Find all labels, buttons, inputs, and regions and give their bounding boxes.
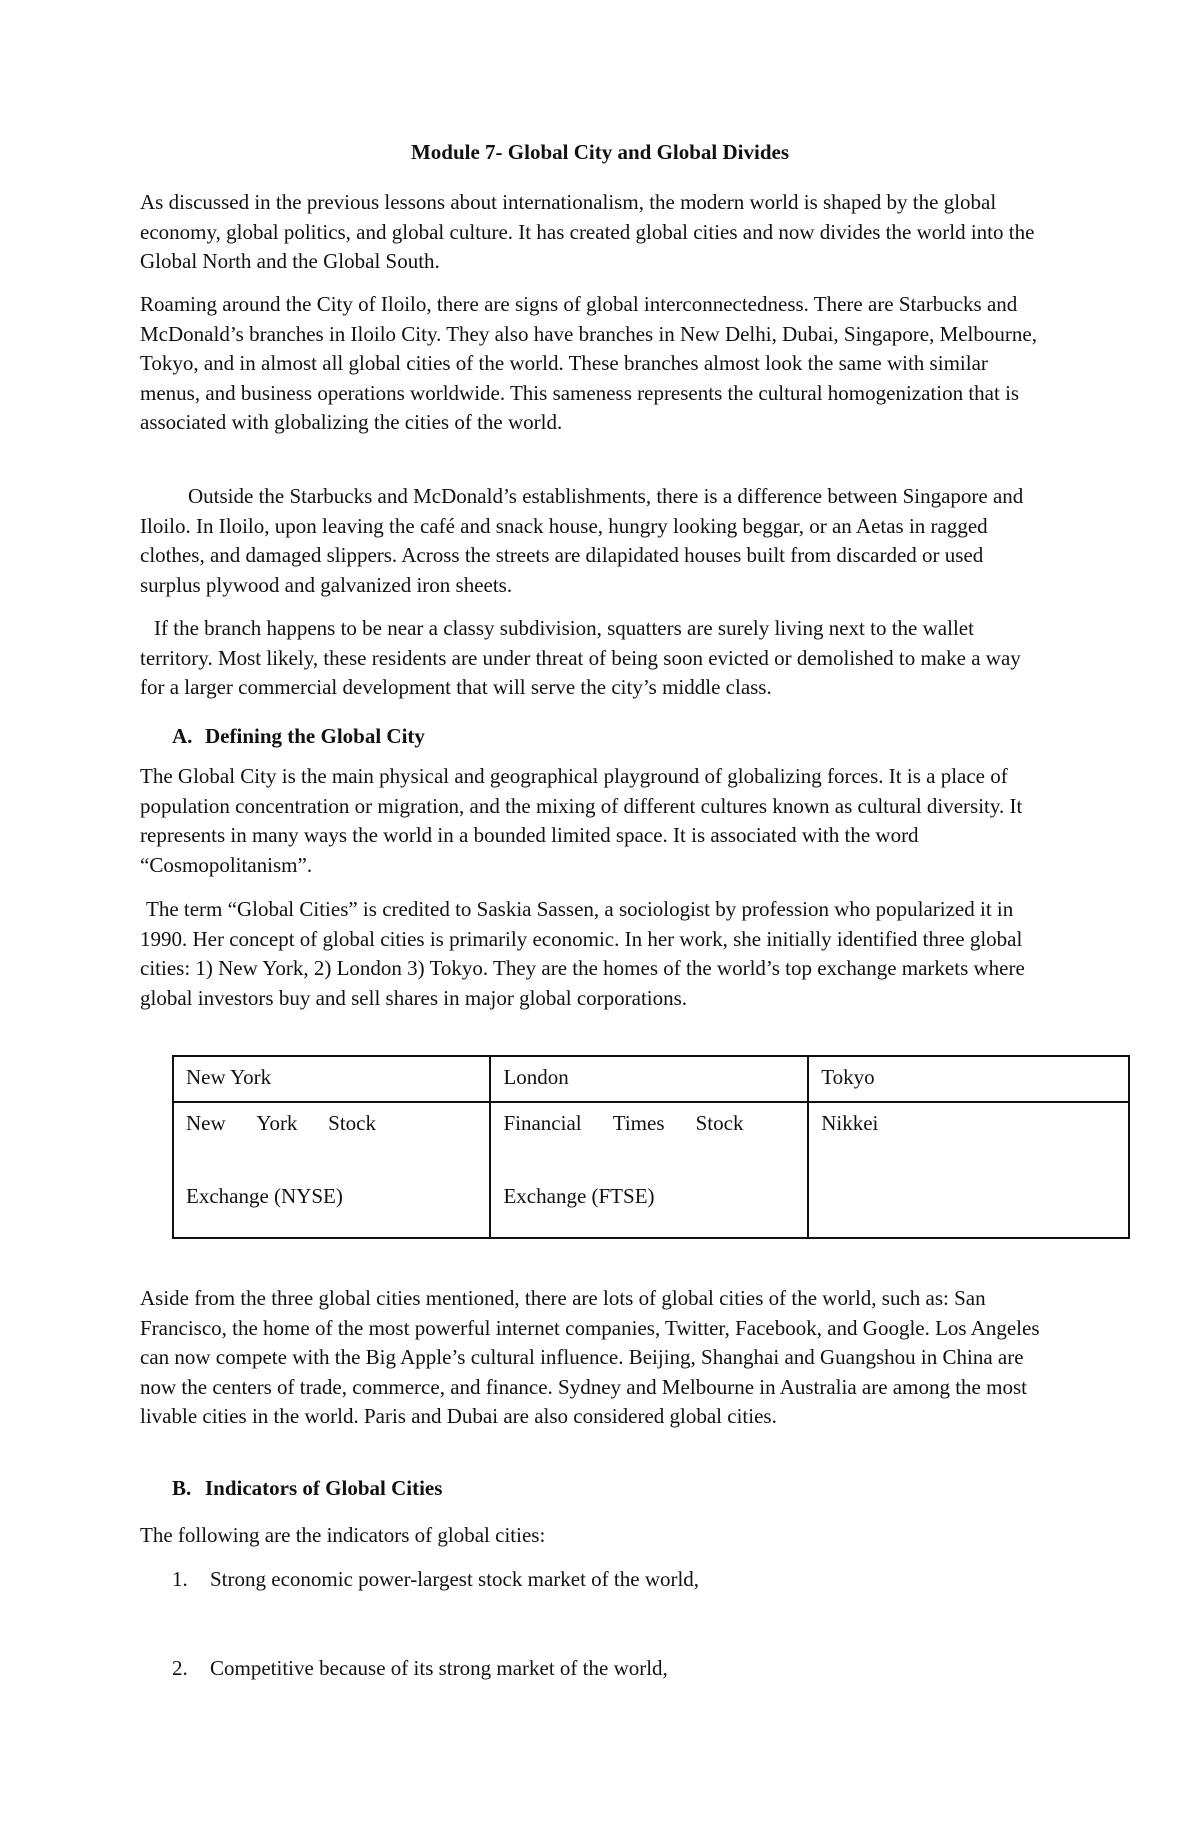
cell-word: New bbox=[186, 1111, 226, 1135]
table-cell-nyse bbox=[173, 1102, 490, 1238]
table-header-cell: London bbox=[490, 1056, 808, 1102]
list-number: 1. bbox=[172, 1567, 188, 1591]
list-text: Strong economic power-largest stock market of the world, bbox=[210, 1567, 700, 1591]
table-cell-nikkei: Nikkei bbox=[808, 1102, 1129, 1238]
intro-paragraph-3: Outside the Starbucks and McDonald’s establishments, there is a difference between Singapore and Iloilo. In Iloilo, upon leaving the café and snack house, hungry looking beggar, or an Aetas in ragged clothes, and damaged slippers. Across the streets are dilapidated houses built from discarded or used surplus plywood and galvanized iron sheets. bbox=[140, 484, 1024, 597]
intro-paragraph-4: If the branch happens to be near a classy subdivision, squatters are surely living next to the wallet territory. Most likely, these residents are under threat of being soon evicted or demolished to make a way for a larger commercial development that will serve the city’s middle class. bbox=[140, 616, 1021, 700]
cell-word: Stock bbox=[328, 1111, 376, 1135]
section-b-title: Indicators of Global Cities bbox=[205, 1476, 443, 1500]
section-b-heading bbox=[172, 1476, 442, 1501]
table-cell-ftse bbox=[490, 1102, 808, 1238]
cell-line: Exchange (FTSE) bbox=[503, 1184, 655, 1208]
section-a-heading bbox=[172, 724, 425, 749]
list-number: 2. bbox=[172, 1656, 188, 1680]
list-item bbox=[172, 1567, 699, 1592]
cell-word: Financial bbox=[503, 1111, 582, 1135]
section-a-title: Defining the Global City bbox=[205, 724, 425, 748]
table-row bbox=[173, 1102, 1129, 1238]
table-header-row bbox=[173, 1056, 1129, 1102]
cell-word: Stock bbox=[695, 1111, 744, 1135]
stock-exchange-table bbox=[172, 1055, 1130, 1239]
list-item bbox=[172, 1656, 668, 1681]
intro-paragraph-2: Roaming around the City of Iloilo, there are signs of global interconnectedness. There are Starbucks and McDonald’s branches in Iloilo City. They also have branches in New Delhi, Dubai, Singapore, Melbourne, Tokyo, and in almost all global cities of the world. These branches almost look the same with similar menus, and business operations worldwide. This sameness represents the cultural homogenization that is associated with globalizing the cities of the world. bbox=[140, 292, 1037, 435]
after-table-paragraph: Aside from the three global cities mentioned, there are lots of global cities of the world, such as: San Francisco, the home of the most powerful internet companies, Twitter, Facebook, and Google. Los Angeles can now compete with the Big Apple’s cultural influence. Beijing, Shanghai and Guangshou in China are now the centers of trade, commerce, and finance. Sydney and Melbourne in Australia are among the most livable cities in the world. Paris and Dubai are also considered global cities. bbox=[140, 1286, 1040, 1429]
section-a-paragraph-1: The Global City is the main physical and geographical playground of globalizing forces. It is a place of population concentration or migration, and the mixing of different cultures known as cultural diversity. It represents in many ways the world in a bounded limited space. It is associated with the word “Cosmopolitanism”. bbox=[140, 764, 1023, 877]
section-b-letter: B. bbox=[172, 1476, 192, 1500]
section-b-lead: The following are the indicators of global cities: bbox=[140, 1523, 546, 1547]
table-header-cell: New York bbox=[173, 1056, 490, 1102]
table-header-cell: Tokyo bbox=[808, 1056, 1129, 1102]
page-title: Module 7- Global City and Global Divides bbox=[410, 140, 790, 164]
section-a-paragraph-2: The term “Global Cities” is credited to Saskia Sassen, a sociologist by profession who popularized it in 1990. Her concept of global cities is primarily economic. In her work, she initially identified three global cities: 1) New York, 2) London 3) Tokyo. They are the homes of the world’s top exchange markets where global investors buy and sell shares in major global corporations. bbox=[140, 897, 1025, 1010]
cell-word: Times bbox=[612, 1111, 665, 1135]
section-a-letter: A. bbox=[172, 724, 193, 748]
cell-word: York bbox=[256, 1111, 298, 1135]
intro-paragraph-1: As discussed in the previous lessons about internationalism, the modern world is shaped by the global economy, global politics, and global culture. It has created global cities and now divides the world into the Global North and the Global South. bbox=[140, 190, 1035, 274]
list-text: Competitive because of its strong market of the world, bbox=[210, 1656, 668, 1680]
cell-line: Exchange (NYSE) bbox=[186, 1184, 343, 1208]
